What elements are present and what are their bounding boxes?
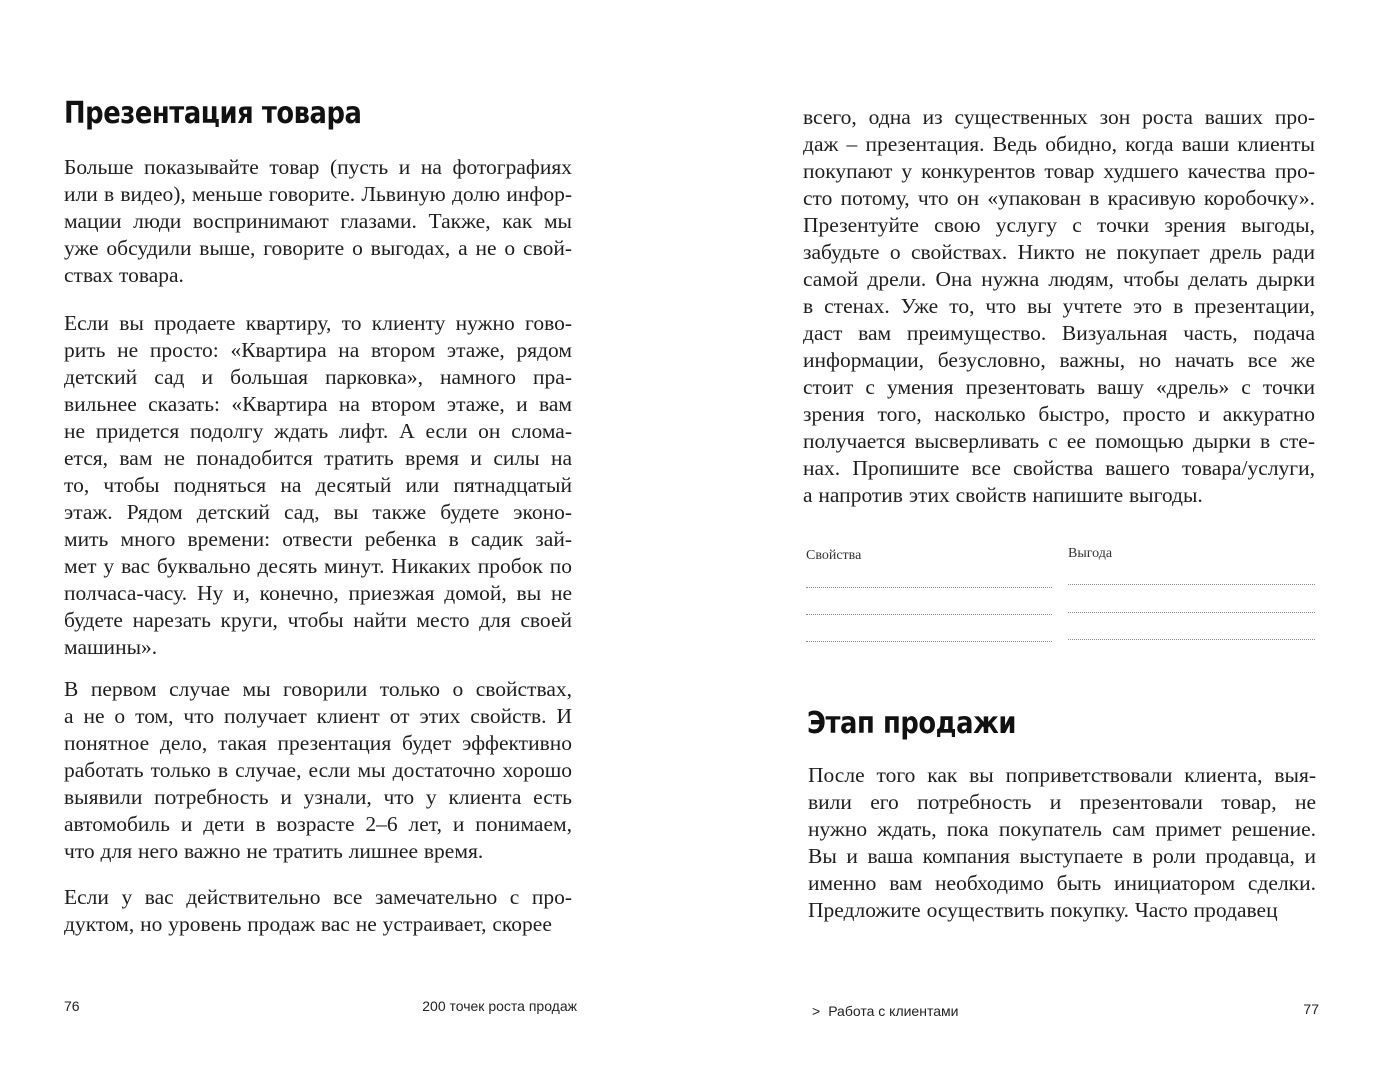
paragraph (808, 762, 1316, 924)
running-title: Работа с клиентами (828, 1003, 959, 1019)
text-line: выявили потребность и узнали, что у клиента есть (64, 785, 572, 809)
section-heading-product-presentation: Презентация товара (64, 96, 362, 131)
text-line: вильнее сказать: «Квартира на втором этаже, и вам (64, 392, 572, 416)
text-line: нах. Пропишите все свойства вашего товара/услуги, (803, 456, 1315, 480)
text-line: в стенах. Уже то, что вы учтете это в презентации, (803, 294, 1315, 318)
chevron-right-icon: > (812, 1003, 821, 1019)
text-line: получается высверливать с ее помощью дырки в сте- (803, 429, 1315, 453)
fill-in-line (1068, 639, 1315, 640)
text-line: понятное дело, такая презентация будет эффективно (64, 731, 572, 755)
right-page (695, 0, 1390, 1080)
text-line: мет у вас буквально десять минут. Никаких пробок по (64, 554, 572, 578)
paragraph (64, 676, 572, 865)
paragraph (64, 884, 572, 938)
paragraph (803, 104, 1315, 509)
text-line: а не о том, что получает клиент от этих свойств. И (64, 704, 572, 728)
text-line: нужно ждать, пока покупатель сам примет решение. (808, 817, 1316, 841)
section-heading-sale-stage: Этап продажи (807, 706, 1016, 741)
text-line: детский сад и большая парковка», намного пра- (64, 365, 572, 389)
text-line: Если у вас действительно все замечательно с про- (64, 885, 572, 909)
table-header-benefits: Выгода (1068, 546, 1113, 561)
text-line: дуктом, но уровень продаж вас не устраивает, скорее (64, 912, 552, 936)
text-line: не придется подолгу ждать лифт. А если он слома- (64, 419, 572, 443)
text-line: что для него важно не тратить лишнее время. (64, 839, 484, 863)
fill-in-line (806, 614, 1052, 615)
text-line: этаж. Рядом детский сад, вы также будете эконо- (64, 500, 572, 524)
text-line: именно вам необходимо быть инициатором сделки. (808, 871, 1316, 895)
text-line: рить не просто: «Квартира на втором этаже, рядом (64, 338, 572, 362)
text-line: мации люди воспринимают глазами. Также, как мы (64, 209, 572, 233)
text-line: забудьте о свойствах. Никто не покупает дрель ради (803, 240, 1315, 264)
table-header-properties: Свойства (806, 548, 862, 563)
text-line: покупают у конкурентов товар худшего качества про- (803, 159, 1315, 183)
text-line: полчаса-часу. Ну и, конечно, приезжая домой, вы не (64, 581, 572, 605)
text-line: Больше показывайте товар (пусть и на фотографиях (64, 155, 572, 179)
fill-in-line (806, 641, 1052, 642)
text-line: вили его потребность и презентовали товар, не (808, 790, 1316, 814)
text-line: машины». (64, 635, 158, 659)
text-line: будете нарезать круги, чтобы найти место для своей (64, 608, 572, 632)
text-line: зрения того, насколько быстро, просто и аккуратно (803, 402, 1315, 426)
page-number: 77 (1303, 1001, 1319, 1017)
fill-in-line (1068, 584, 1315, 585)
text-line: Презентуйте свою услугу с точки зрения выгоды, (803, 213, 1315, 237)
text-line: Вы и ваша компания выступаете в роли продавца, и (808, 844, 1316, 868)
text-line: а напротив этих свойств напишите выгоды. (803, 483, 1203, 507)
text-line: всего, одна из существенных зон роста ваших про- (803, 105, 1315, 129)
running-title: 200 точек роста продаж (422, 998, 577, 1014)
fill-in-line (806, 587, 1052, 588)
text-line: работать только в случае, если мы достаточно хорошо (64, 758, 572, 782)
fill-in-line (1068, 612, 1315, 613)
text-line: самой дрели. Она нужна людям, чтобы делать дырки (803, 267, 1315, 291)
text-line: стоит с умения презентовать вашу «дрель» с точки (803, 375, 1315, 399)
text-line: уже обсудили выше, говорите о выгодах, а не о свой- (64, 236, 572, 260)
text-line: Если вы продаете квартиру, то клиенту нужно гово- (64, 311, 572, 335)
text-line: то, чтобы подняться на десятый или пятнадцатый (64, 473, 572, 497)
page-number: 76 (64, 998, 80, 1014)
text-line: даж – презентация. Ведь обидно, когда ваши клиенты (803, 132, 1315, 156)
text-line: Предложите осуществить покупку. Часто продавец (808, 898, 1278, 922)
text-line: сто потому, что он «упакован в красивую коробочку». (803, 186, 1315, 210)
paragraph (64, 310, 572, 661)
paragraph (64, 154, 572, 289)
text-line: информации, безусловно, важны, но начать все же (803, 348, 1315, 372)
text-line: После того как вы поприветствовали клиента, выя- (808, 763, 1316, 787)
text-line: даст вам преимущество. Визуальная часть, подача (803, 321, 1315, 345)
text-line: ствах товара. (64, 263, 184, 287)
text-line: ется, вам не понадобится тратить время и силы на (64, 446, 572, 470)
text-line: В первом случае мы говорили только о свойствах, (64, 677, 572, 701)
running-title-section (812, 1003, 958, 1019)
text-line: или в видео), меньше говорите. Львиную долю инфор- (64, 182, 572, 206)
text-line: мить много времени: отвести ребенка в садик зай- (64, 527, 572, 551)
text-line: автомобиль и дети в возрасте 2–6 лет, и понимаем, (64, 812, 572, 836)
